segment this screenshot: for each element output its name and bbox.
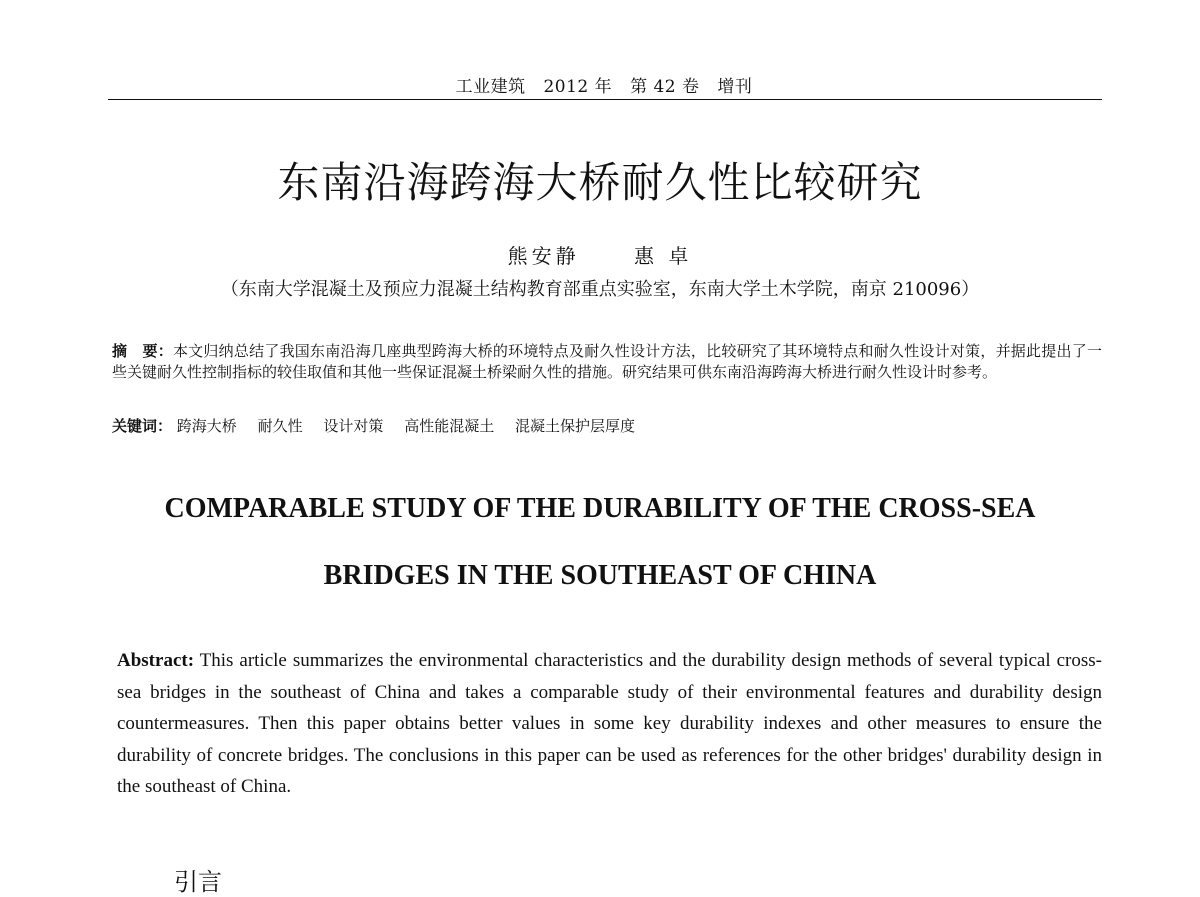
abstract-english-text: This article summarizes the environmental characteristics and the durability design methods of several typical cross-sea bridges in the southeast of China and takes a comparable study of their environmental features and durability design countermeasures. Then this paper obtains better values in some key durability indexes and other measures to ensure the durability of concrete bridges. The conclusions in this paper can be used as references for the other bridges' durability design in the southeast of China.: [117, 650, 1102, 797]
abstract-english-label: Abstract:: [117, 650, 195, 671]
journal-header: [108, 72, 1100, 97]
journal-year: 2012 年: [543, 77, 613, 97]
author-2: 惠 卓: [634, 244, 693, 268]
author-list: [0, 240, 1200, 269]
keyword: 耐久性: [257, 417, 303, 435]
paper-title-chinese: 东南沿海跨海大桥耐久性比较研究: [277, 158, 923, 207]
journal-issue: 增刊: [717, 77, 753, 97]
abstract-chinese: [112, 341, 1102, 383]
paper-title-english-line-2: BRIDGES IN THE SOUTHEAST OF CHINA: [323, 560, 877, 591]
abstract-chinese-label: 摘 要：: [112, 342, 173, 360]
abstract-english: [117, 645, 1102, 803]
author-affiliation: （东南大学混凝土及预应力混凝土结构教育部重点实验室，东南大学土木学院，南京 210096）: [220, 279, 980, 300]
keywords-label: 关键词：: [112, 417, 173, 435]
keyword: 跨海大桥: [176, 417, 237, 435]
journal-name: 工业建筑: [455, 77, 526, 97]
keywords-chinese: [112, 416, 1102, 437]
abstract-chinese-text: 本文归纳总结了我国东南沿海几座典型跨海大桥的环境特点及耐久性设计方法，比较研究了其环境特点和耐久性设计对策，并据此提出了一些关键耐久性控制指标的较佳取值和其他一些保证混凝土桥梁耐久性的措施。研究结果可供东南沿海跨海大桥进行耐久性设计时参考。: [112, 342, 1102, 381]
keyword: 混凝土保护层厚度: [514, 417, 635, 435]
author-1: 熊安静: [507, 244, 580, 268]
journal-volume: 第 42 卷: [630, 77, 700, 97]
keyword: 高性能混凝土: [404, 417, 495, 435]
keyword: 设计对策: [323, 417, 384, 435]
introduction-heading: 引言: [174, 868, 222, 896]
paper-title-english-line-1: COMPARABLE STUDY OF THE DURABILITY OF THE CROSS-SEA: [164, 493, 1036, 524]
header-divider: [108, 99, 1102, 100]
